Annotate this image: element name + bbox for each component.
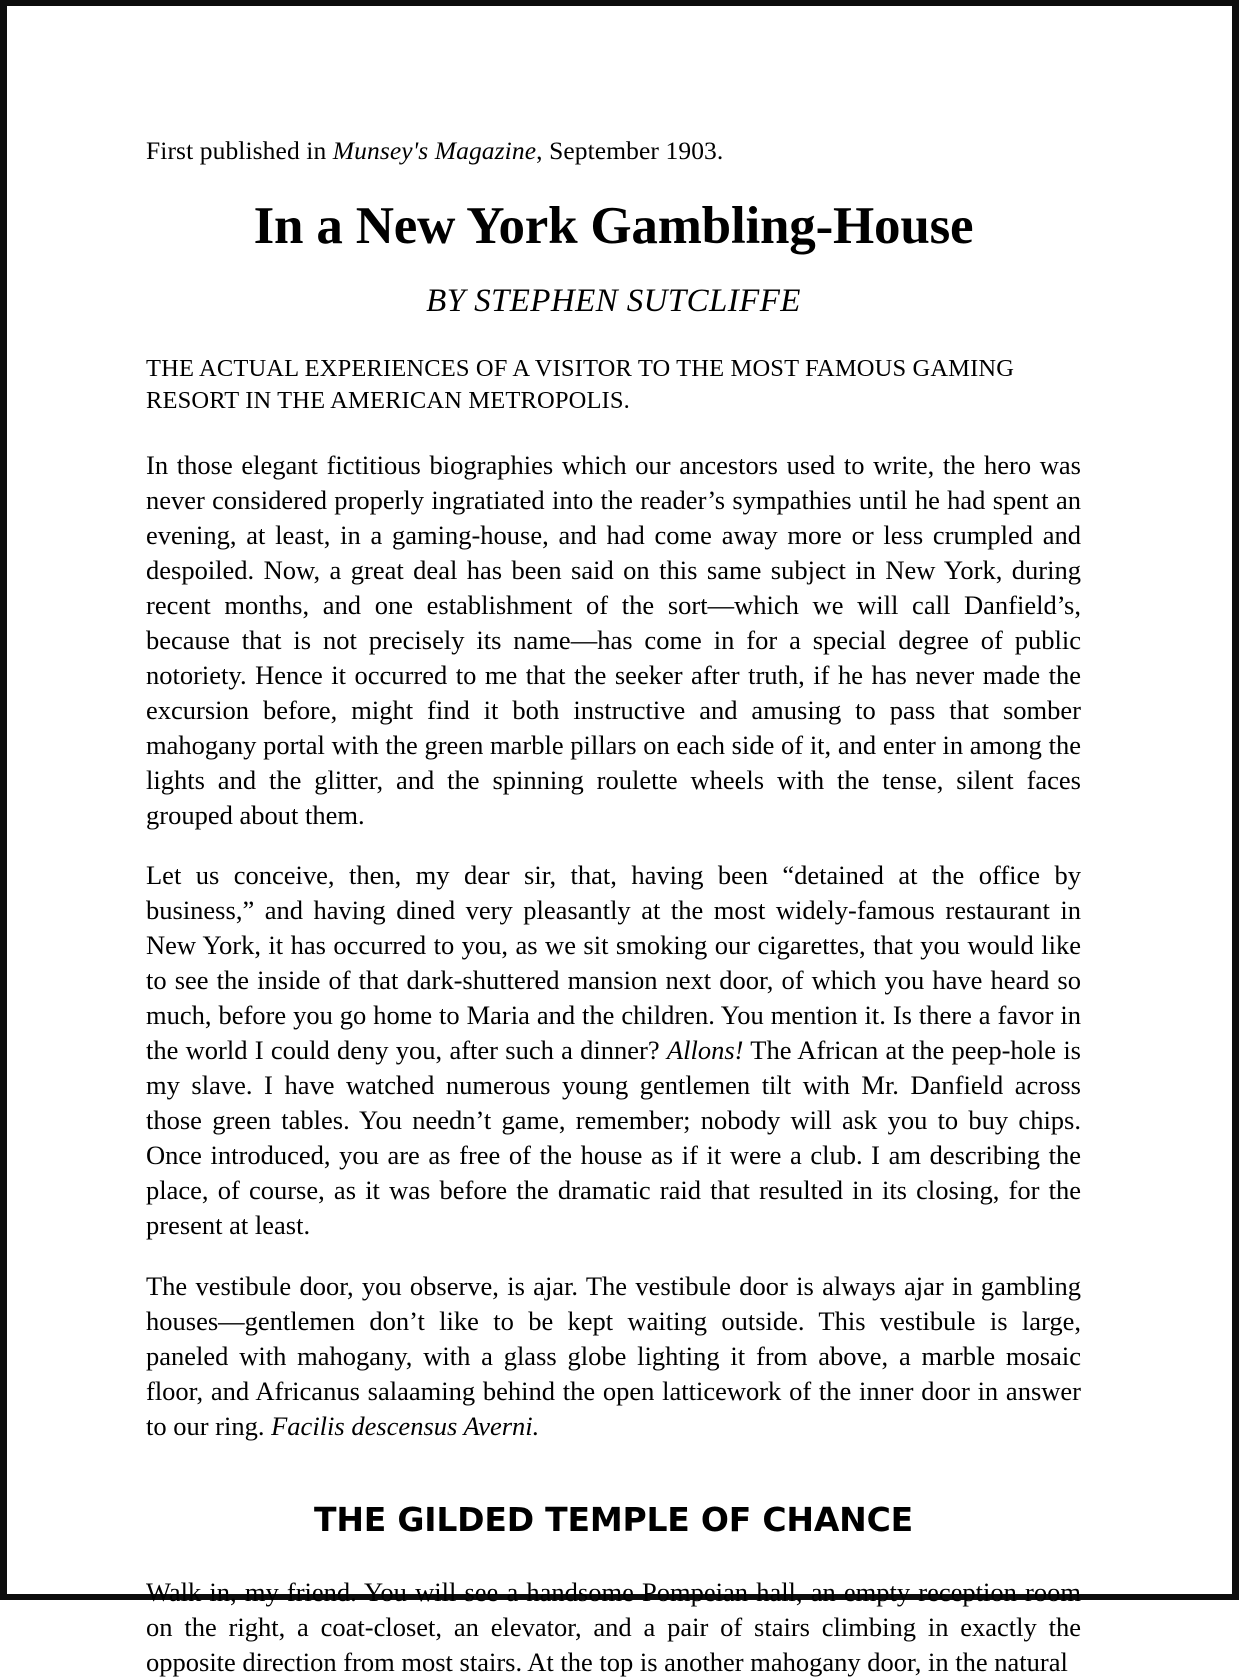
article-byline: BY STEPHEN SUTCLIFFE (426, 282, 801, 319)
publication-credit-suffix: , September 1903. (536, 136, 724, 165)
text-column (146, 136, 1081, 1680)
body-paragraph-4: Walk in, my friend. You will see a handsome Pompeian hall, an empty reception room on the right, a coat-closet, an elevator, and a pair of stairs climbing in exactly the opposite direction from most stairs. At the top is another mahogany door, in the natural (146, 1576, 1081, 1677)
article-title: In a New York Gambling-House (253, 197, 974, 256)
body-paragraph-2-emphasis: Allons! (666, 1035, 744, 1066)
publication-credit-line (146, 136, 1081, 165)
body-paragraph-3-part-a: The vestibule door, you observe, is ajar. The vestibule door is always ajar in gambling houses—gentlemen don’t like to be kept waiting outside. This vestibule is large, paneled with mahogany, with a glass globe lighting it from above, a marble mosaic floor, and Africanus salaaming behind the open latticework of the inner door in answer to our ring. (146, 1271, 1081, 1442)
section-heading-gilded-temple-of-chance: THE GILDED TEMPLE OF CHANCE (314, 1499, 913, 1539)
publication-credit-magazine-title: Munsey's Magazine (332, 136, 537, 165)
body-paragraph-2-part-b: The African at the peep-hole is my slave. I have watched numerous young gentlemen tilt with Mr. Danfield across those green tables. You needn’t game, remember; nobody will ask you to buy chips. Once introduced, you are as free of the house as if it were a club. I am describing the place, of course, as it was before the dramatic raid that resulted in its closing, for the present at least. (146, 1035, 1081, 1241)
body-paragraph-3-latin-phrase: Facilis descensus Averni. (271, 1411, 540, 1442)
body-paragraph-2 (146, 858, 1081, 1243)
article-standfirst (146, 353, 1081, 418)
body-paragraph-3 (146, 1269, 1081, 1444)
publication-credit-prefix: First published in (146, 136, 333, 165)
body-paragraph-1: In those elegant fictitious biographies which our ancestors used to write, the hero was never considered properly ingratiated into the reader’s sympathies until he had spent an evening, at least, in a gaming-house, and had come away more or less crumpled and despoiled. Now, a great deal has been said on this same subject in New York, during recent months, and one establishment of the sort—which we will call Danfield’s, because that is not precisely its name—has come in for a special degree of public notoriety. Hence it occurred to me that the seeker after truth, if he has never made the excursion before, might find it both instructive and amusing to pass that somber mahogany portal with the green marble pillars on each side of it, and enter in among the lights and the glitter, and the spinning roulette wheels with the tense, silent faces grouped about them. (146, 449, 1081, 830)
page-canvas (7, 6, 1232, 1677)
body-paragraph-2-part-a: Let us conceive, then, my dear sir, that, having been “detained at the office by business,” and having dined very pleasantly at the most widely-famous restaurant in New York, it has occurred to you, as we sit smoking our cigarettes, that you would like to see the inside of that dark-shuttered mansion next door, of which you have heard so much, before you go home to Maria and the children. You mention it. Is there a favor in the world I could deny you, after such a dinner? (146, 860, 1081, 1066)
standfirst-line-1: THE ACTUAL EXPERIENCES OF A VISITOR TO THE MOST FAMOUS GAMING (146, 354, 1015, 382)
standfirst-line-2: RESORT IN THE AMERICAN METROPOLIS. (146, 387, 630, 415)
